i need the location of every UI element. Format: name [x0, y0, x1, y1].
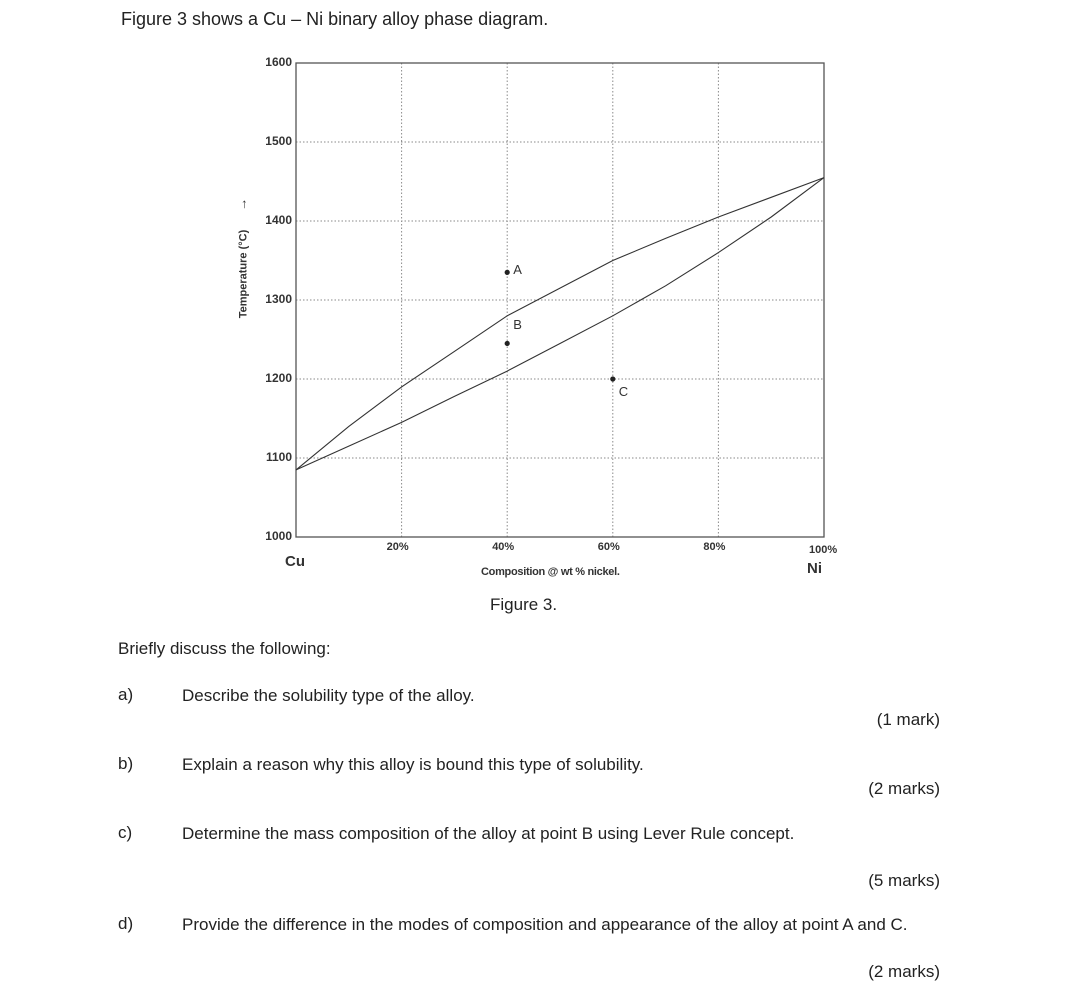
- y-tick-label: 1000: [265, 529, 292, 543]
- y-axis-arrow-icon: →: [234, 197, 250, 211]
- question-letter: d): [118, 914, 134, 933]
- intro-text: Figure 3 shows a Cu – Ni binary alloy phase diagram.: [121, 9, 549, 29]
- point-b-marker: [505, 341, 510, 346]
- question-letter: c): [118, 823, 133, 842]
- x-tick-label: 100%: [809, 544, 838, 556]
- question-text: Determine the mass composition of the alloy at point B using Lever Rule concept.: [182, 824, 795, 843]
- point-c-label: C: [618, 384, 629, 399]
- y-tick-label: 1600: [265, 55, 292, 69]
- y-tick-label: 1500: [265, 134, 292, 148]
- y-axis-title: [235, 198, 250, 319]
- question-marks: (2 marks): [868, 779, 940, 798]
- question-text: Describe the solubility type of the alloy.: [182, 686, 475, 705]
- x-tick-label: 40%: [492, 541, 515, 553]
- y-axis-label: Temperature (°C): [237, 229, 250, 319]
- question-letter: a): [118, 685, 134, 704]
- questions-intro: Briefly discuss the following:: [118, 639, 331, 658]
- y-tick-label: 1200: [265, 371, 292, 385]
- y-tick-label: 1400: [265, 213, 292, 227]
- x-axis-label: Composition @ wt % nickel.: [481, 566, 620, 578]
- question-text: Provide the difference in the modes of composition and appearance of the alloy at point A and C.: [182, 915, 908, 934]
- question-text: Explain a reason why this alloy is bound this type of solubility.: [182, 755, 644, 774]
- question-marks: (2 marks): [868, 962, 940, 981]
- question-marks: (5 marks): [868, 871, 940, 890]
- y-tick-label: 1100: [265, 450, 292, 464]
- point-a-label: A: [513, 262, 522, 278]
- x-tick-label: 20%: [386, 541, 409, 553]
- point-c-marker: [610, 376, 615, 381]
- cu-end-label: Cu: [285, 553, 305, 570]
- question-letter: b): [118, 754, 134, 773]
- point-b-label: B: [513, 317, 522, 333]
- x-tick-label: 80%: [703, 541, 726, 553]
- point-a-marker: [505, 270, 510, 275]
- question-marks: (1 mark): [876, 710, 940, 729]
- x-tick-label: 60%: [597, 541, 620, 553]
- figure-caption: Figure 3.: [490, 595, 558, 614]
- ni-end-label: Ni: [807, 560, 822, 577]
- y-tick-label: 1300: [265, 292, 292, 306]
